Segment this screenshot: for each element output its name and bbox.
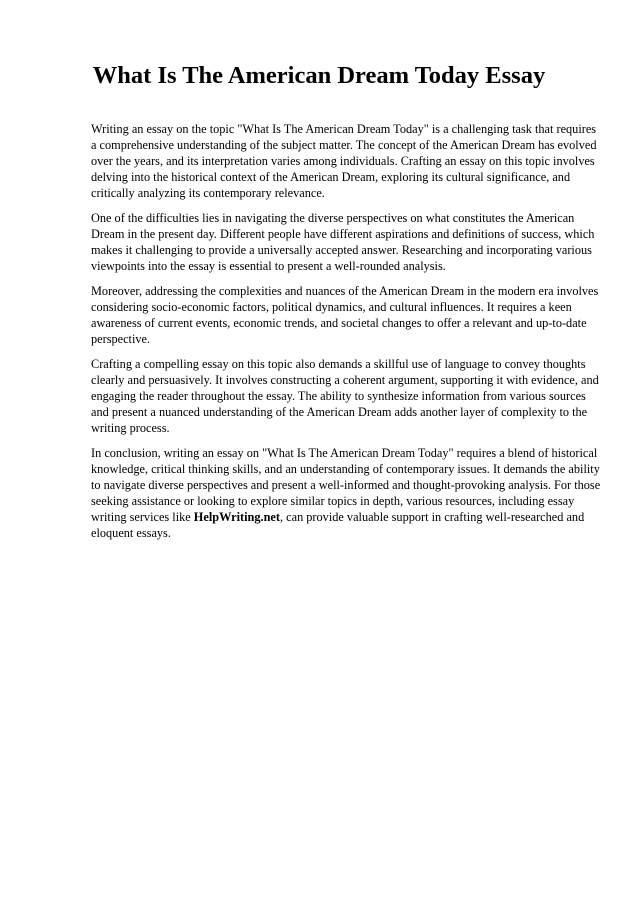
conclusion-text-before: In conclusion, writing an essay on "What Is The American Dream Today" requires a blend of historical knowledge, critical thinking skills, and an understanding of contemporary issues. It demands the ability to navigate diverse perspectives and present a well-informed and thought-provoking analysis. For those seeking assistance or looking to explore similar topics in depth, various resources, including essay writing services like — [91, 446, 601, 524]
brand-link[interactable]: HelpWriting.net — [193, 510, 280, 524]
paragraph-1: Writing an essay on the topic "What Is The American Dream Today" is a challenging task that requires a comprehensive understanding of the subject matter. The concept of the American Dream has evolved over the years, and its interpretation varies among individuals. Crafting an essay on this topic involves delving into the historical context of the American Dream, exploring its cultural significance, and critically analyzing its contemporary relevance. — [91, 122, 597, 200]
paragraph-conclusion — [91, 445, 601, 541]
page-title: What Is The American Dream Today Essay — [92, 62, 546, 89]
paragraph-3: Moreover, addressing the complexities and nuances of the American Dream in the modern era involves considering socio-economic factors, political dynamics, and cultural influences. It requires a keen awareness of current events, economic trends, and societal changes to offer a relevant and up-to-date perspective. — [91, 284, 599, 346]
paragraph-2: One of the difficulties lies in navigating the diverse perspectives on what constitutes the American Dream in the present day. Different people have different aspirations and definitions of success, which makes it challenging to provide a universally accepted answer. Researching and incorporating various viewpoints into the essay is essential to present a well-rounded analysis. — [91, 211, 595, 273]
paragraph-4: Crafting a compelling essay on this topic also demands a skillful use of language to convey thoughts clearly and persuasively. It involves constructing a coherent argument, supporting it with evidence, and engaging the reader throughout the essay. The ability to synthesize information from various sources and present a nuanced understanding of the American Dream adds another layer of complexity to the writing process. — [91, 357, 599, 435]
essay-body — [91, 121, 601, 550]
conclusion-text-after: , can provide valuable support in crafting well-researched and eloquent essays. — [91, 510, 585, 540]
